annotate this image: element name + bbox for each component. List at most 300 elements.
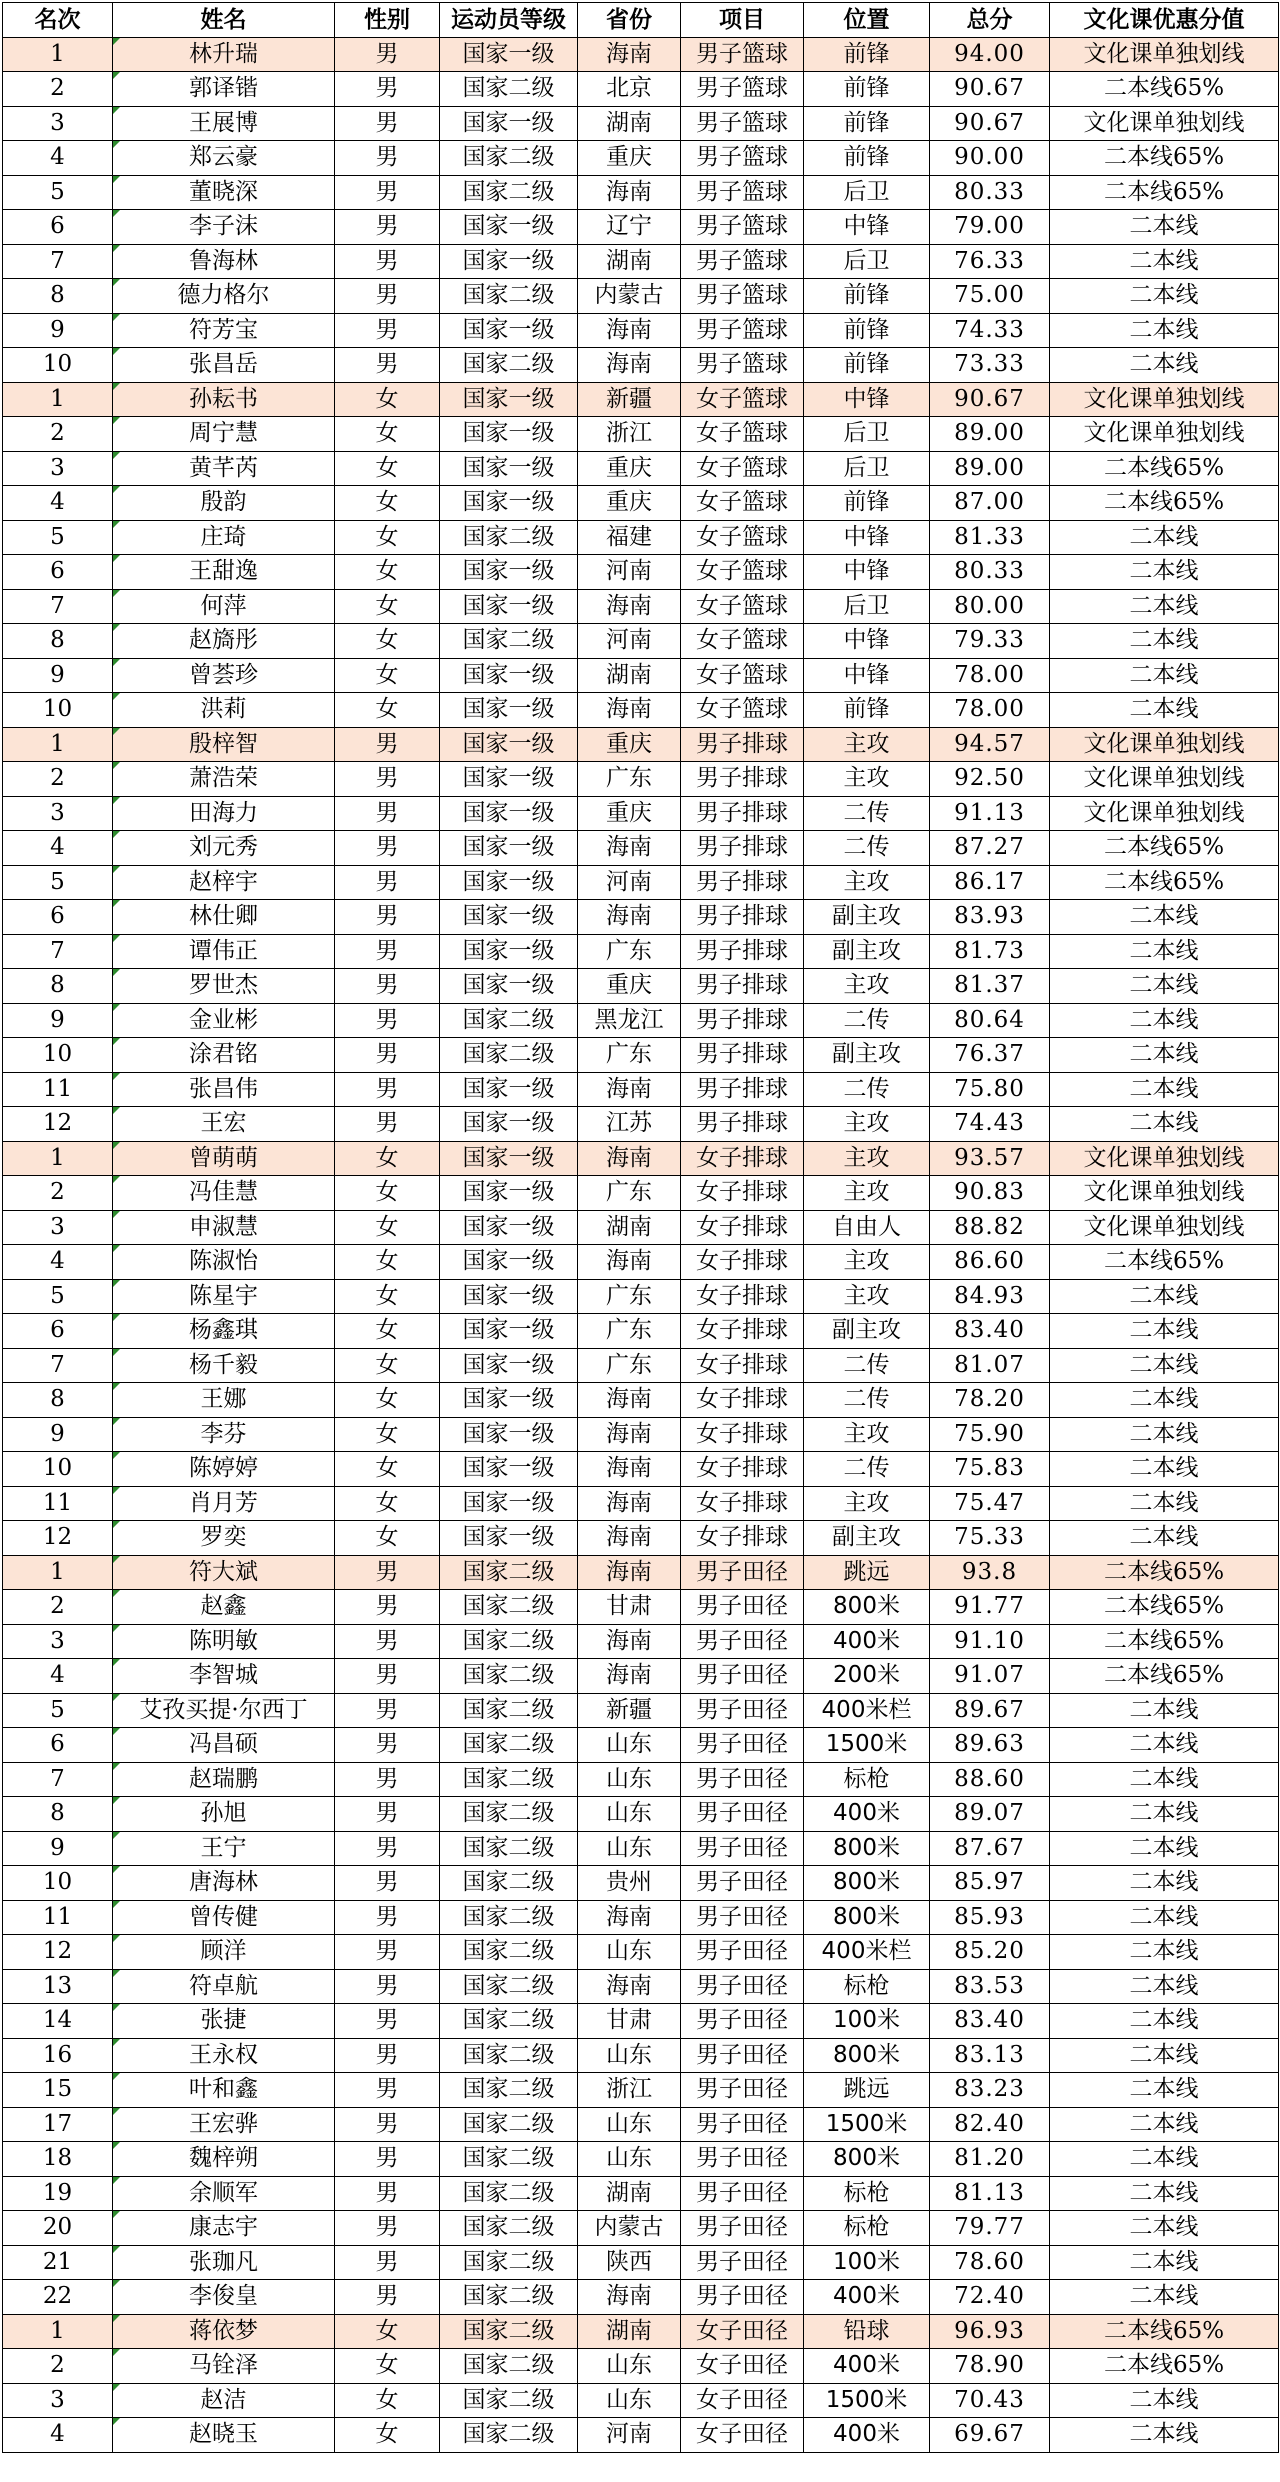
table-row: [3, 1348, 1279, 1383]
event-cell: 女子排球: [681, 1314, 804, 1349]
position-cell: 后卫: [804, 451, 930, 486]
gender-cell: 男: [335, 969, 440, 1004]
level-cell: 国家一级: [440, 1314, 578, 1349]
name-cell: 殷韵: [113, 486, 335, 521]
rank-cell: 5: [3, 175, 113, 210]
event-cell: 女子田径: [681, 2383, 804, 2418]
position-cell: 二传: [804, 1383, 930, 1418]
position-cell: 二传: [804, 1072, 930, 1107]
rank-cell: 6: [3, 900, 113, 935]
gender-cell: 男: [335, 106, 440, 141]
score-cell: 89.00: [930, 451, 1050, 486]
score-cell: 96.93: [930, 2314, 1050, 2349]
province-cell: 陕西: [578, 2245, 681, 2280]
gender-cell: 女: [335, 1521, 440, 1556]
table-row: [3, 1452, 1279, 1487]
gender-cell: 男: [335, 72, 440, 107]
rank-cell: 8: [3, 1383, 113, 1418]
event-cell: 女子排球: [681, 1383, 804, 1418]
gender-cell: 男: [335, 1659, 440, 1694]
event-cell: 男子田径: [681, 1797, 804, 1832]
bonus-cell: 二本线65%: [1050, 831, 1279, 866]
table-row: [3, 900, 1279, 935]
province-cell: 重庆: [578, 141, 681, 176]
table-row: [3, 1141, 1279, 1176]
level-cell: 国家二级: [440, 279, 578, 314]
event-cell: 女子田径: [681, 2349, 804, 2384]
rank-cell: 3: [3, 451, 113, 486]
table-row: [3, 244, 1279, 279]
score-cell: 91.13: [930, 796, 1050, 831]
table-row: [3, 2314, 1279, 2349]
bonus-cell: 二本线: [1050, 658, 1279, 693]
name-cell: 唐海林: [113, 1866, 335, 1901]
score-cell: 89.00: [930, 417, 1050, 452]
rank-cell: 2: [3, 72, 113, 107]
bonus-cell: 二本线65%: [1050, 2314, 1279, 2349]
level-cell: 国家一级: [440, 106, 578, 141]
score-cell: 73.33: [930, 348, 1050, 383]
rank-cell: 1: [3, 37, 113, 72]
name-cell: 杨鑫琪: [113, 1314, 335, 1349]
score-cell: 85.93: [930, 1900, 1050, 1935]
position-cell: 前锋: [804, 279, 930, 314]
table-row: [3, 106, 1279, 141]
level-cell: 国家一级: [440, 762, 578, 797]
score-cell: 78.00: [930, 658, 1050, 693]
position-cell: 标枪: [804, 2176, 930, 2211]
level-cell: 国家一级: [440, 1417, 578, 1452]
province-cell: 海南: [578, 2280, 681, 2315]
level-cell: 国家二级: [440, 1038, 578, 1073]
event-cell: 男子篮球: [681, 279, 804, 314]
position-cell: 800米: [804, 1866, 930, 1901]
gender-cell: 男: [335, 1728, 440, 1763]
name-cell: 何萍: [113, 589, 335, 624]
level-cell: 国家二级: [440, 1728, 578, 1763]
event-cell: 男子篮球: [681, 175, 804, 210]
name-cell: 殷梓智: [113, 727, 335, 762]
level-cell: 国家一级: [440, 313, 578, 348]
level-cell: 国家二级: [440, 175, 578, 210]
table-row: [3, 2280, 1279, 2315]
rank-cell: 4: [3, 2418, 113, 2453]
province-cell: 重庆: [578, 486, 681, 521]
gender-cell: 女: [335, 1141, 440, 1176]
rank-cell: 3: [3, 1624, 113, 1659]
score-cell: 89.07: [930, 1797, 1050, 1832]
table-row: [3, 658, 1279, 693]
gender-cell: 男: [335, 2107, 440, 2142]
bonus-cell: 文化课单独划线: [1050, 796, 1279, 831]
rank-cell: 6: [3, 1728, 113, 1763]
event-cell: 男子排球: [681, 796, 804, 831]
bonus-cell: 二本线: [1050, 1831, 1279, 1866]
level-cell: 国家一级: [440, 900, 578, 935]
position-cell: 400米: [804, 2418, 930, 2453]
position-cell: 跳远: [804, 2073, 930, 2108]
gender-cell: 女: [335, 520, 440, 555]
province-cell: 新疆: [578, 1693, 681, 1728]
gender-cell: 女: [335, 555, 440, 590]
province-cell: 广东: [578, 1038, 681, 1073]
province-cell: 海南: [578, 1072, 681, 1107]
name-cell: 谭伟正: [113, 934, 335, 969]
position-cell: 主攻: [804, 865, 930, 900]
bonus-cell: 二本线65%: [1050, 1590, 1279, 1625]
gender-cell: 女: [335, 1210, 440, 1245]
position-cell: 标枪: [804, 2211, 930, 2246]
score-cell: 75.80: [930, 1072, 1050, 1107]
name-cell: 王展博: [113, 106, 335, 141]
name-cell: 赵鑫: [113, 1590, 335, 1625]
gender-cell: 男: [335, 1590, 440, 1625]
score-cell: 87.27: [930, 831, 1050, 866]
rank-cell: 13: [3, 1969, 113, 2004]
rank-cell: 15: [3, 2073, 113, 2108]
table-row: [3, 1831, 1279, 1866]
name-cell: 涂君铭: [113, 1038, 335, 1073]
table-row: [3, 934, 1279, 969]
bonus-cell: 二本线65%: [1050, 1245, 1279, 1280]
level-cell: 国家一级: [440, 1107, 578, 1142]
score-cell: 80.64: [930, 1003, 1050, 1038]
name-cell: 王永权: [113, 2038, 335, 2073]
level-cell: 国家二级: [440, 1935, 578, 1970]
level-cell: 国家二级: [440, 72, 578, 107]
name-cell: 王宏骅: [113, 2107, 335, 2142]
score-cell: 69.67: [930, 2418, 1050, 2453]
rank-cell: 7: [3, 244, 113, 279]
event-cell: 男子篮球: [681, 37, 804, 72]
rank-cell: 4: [3, 1245, 113, 1280]
rank-cell: 11: [3, 1072, 113, 1107]
score-cell: 90.67: [930, 106, 1050, 141]
event-cell: 男子田径: [681, 1555, 804, 1590]
rank-cell: 19: [3, 2176, 113, 2211]
score-cell: 89.67: [930, 1693, 1050, 1728]
province-cell: 广东: [578, 1279, 681, 1314]
gender-cell: 女: [335, 2383, 440, 2418]
position-cell: 后卫: [804, 244, 930, 279]
position-cell: 主攻: [804, 762, 930, 797]
position-cell: 800米: [804, 1590, 930, 1625]
event-cell: 男子排球: [681, 831, 804, 866]
score-cell: 94.57: [930, 727, 1050, 762]
bonus-cell: 二本线: [1050, 900, 1279, 935]
name-cell: 申淑慧: [113, 1210, 335, 1245]
level-cell: 国家二级: [440, 2004, 578, 2039]
table-row: [3, 451, 1279, 486]
level-cell: 国家二级: [440, 141, 578, 176]
bonus-cell: 二本线: [1050, 1038, 1279, 1073]
event-cell: 男子篮球: [681, 244, 804, 279]
event-cell: 男子田径: [681, 1624, 804, 1659]
gender-cell: 男: [335, 1107, 440, 1142]
position-cell: 跳远: [804, 1555, 930, 1590]
level-cell: 国家一级: [440, 244, 578, 279]
gender-cell: 男: [335, 1935, 440, 1970]
bonus-cell: 二本线: [1050, 1348, 1279, 1383]
event-cell: 男子田径: [681, 1935, 804, 1970]
rank-cell: 12: [3, 1107, 113, 1142]
bonus-cell: 二本线: [1050, 348, 1279, 383]
score-cell: 93.57: [930, 1141, 1050, 1176]
event-cell: 男子排球: [681, 727, 804, 762]
province-cell: 重庆: [578, 969, 681, 1004]
province-cell: 山东: [578, 2349, 681, 2384]
score-cell: 83.23: [930, 2073, 1050, 2108]
position-cell: 400米栏: [804, 1935, 930, 1970]
score-cell: 70.43: [930, 2383, 1050, 2418]
bonus-cell: 二本线: [1050, 969, 1279, 1004]
score-cell: 80.00: [930, 589, 1050, 624]
gender-cell: 女: [335, 1176, 440, 1211]
score-cell: 89.63: [930, 1728, 1050, 1763]
gender-cell: 男: [335, 1831, 440, 1866]
name-cell: 杨千毅: [113, 1348, 335, 1383]
event-cell: 男子田径: [681, 2176, 804, 2211]
score-cell: 78.90: [930, 2349, 1050, 2384]
table-row: [3, 1555, 1279, 1590]
level-cell: 国家一级: [440, 796, 578, 831]
level-cell: 国家一级: [440, 969, 578, 1004]
event-cell: 男子田径: [681, 1728, 804, 1763]
name-cell: 陈明敏: [113, 1624, 335, 1659]
gender-cell: 男: [335, 1624, 440, 1659]
rank-cell: 3: [3, 796, 113, 831]
gender-cell: 男: [335, 37, 440, 72]
position-cell: 副主攻: [804, 1521, 930, 1556]
position-cell: 后卫: [804, 417, 930, 452]
gender-cell: 男: [335, 934, 440, 969]
level-cell: 国家一级: [440, 417, 578, 452]
table-row: [3, 1072, 1279, 1107]
rank-cell: 2: [3, 762, 113, 797]
event-cell: 女子篮球: [681, 417, 804, 452]
score-cell: 74.33: [930, 313, 1050, 348]
event-cell: 女子排球: [681, 1279, 804, 1314]
gender-cell: 男: [335, 727, 440, 762]
bonus-cell: 二本线65%: [1050, 2349, 1279, 2384]
rank-cell: 4: [3, 831, 113, 866]
score-cell: 81.07: [930, 1348, 1050, 1383]
name-cell: 赵晓玉: [113, 2418, 335, 2453]
gender-cell: 男: [335, 1762, 440, 1797]
province-cell: 甘肃: [578, 2004, 681, 2039]
table-row: [3, 796, 1279, 831]
name-cell: 蒋依梦: [113, 2314, 335, 2349]
gender-cell: 男: [335, 1866, 440, 1901]
gender-cell: 男: [335, 831, 440, 866]
gender-cell: 女: [335, 417, 440, 452]
score-cell: 83.93: [930, 900, 1050, 935]
table-row: [3, 1969, 1279, 2004]
name-cell: 田海力: [113, 796, 335, 831]
position-cell: 后卫: [804, 589, 930, 624]
table-row: [3, 2418, 1279, 2453]
table-row: [3, 1659, 1279, 1694]
table-row: [3, 1314, 1279, 1349]
score-cell: 72.40: [930, 2280, 1050, 2315]
position-cell: 主攻: [804, 969, 930, 1004]
table-row: [3, 210, 1279, 245]
level-cell: 国家二级: [440, 1555, 578, 1590]
table-row: [3, 2349, 1279, 2384]
table-row: [3, 1866, 1279, 1901]
score-cell: 75.90: [930, 1417, 1050, 1452]
gender-cell: 男: [335, 348, 440, 383]
position-cell: 主攻: [804, 1107, 930, 1142]
name-cell: 赵梓宇: [113, 865, 335, 900]
bonus-cell: 二本线65%: [1050, 1555, 1279, 1590]
event-cell: 男子篮球: [681, 348, 804, 383]
table-row: [3, 2073, 1279, 2108]
bonus-cell: 二本线: [1050, 520, 1279, 555]
table-row: [3, 382, 1279, 417]
province-cell: 北京: [578, 72, 681, 107]
rank-cell: 4: [3, 1659, 113, 1694]
score-cell: 79.33: [930, 624, 1050, 659]
gender-cell: 女: [335, 1245, 440, 1280]
bonus-cell: 二本线: [1050, 1452, 1279, 1487]
bonus-cell: 二本线65%: [1050, 451, 1279, 486]
position-cell: 400米: [804, 2280, 930, 2315]
bonus-cell: 二本线65%: [1050, 486, 1279, 521]
gender-cell: 女: [335, 1486, 440, 1521]
rank-cell: 7: [3, 589, 113, 624]
position-cell: 中锋: [804, 520, 930, 555]
name-cell: 萧浩荣: [113, 762, 335, 797]
event-cell: 女子排球: [681, 1521, 804, 1556]
gender-cell: 男: [335, 210, 440, 245]
province-cell: 海南: [578, 1969, 681, 2004]
level-cell: 国家一级: [440, 1072, 578, 1107]
gender-cell: 男: [335, 1038, 440, 1073]
level-cell: 国家一级: [440, 1245, 578, 1280]
gender-cell: 女: [335, 2349, 440, 2384]
province-cell: 河南: [578, 555, 681, 590]
province-cell: 广东: [578, 1348, 681, 1383]
name-cell: 张昌伟: [113, 1072, 335, 1107]
bonus-cell: 二本线65%: [1050, 141, 1279, 176]
name-cell: 张捷: [113, 2004, 335, 2039]
table-row: [3, 2004, 1279, 2039]
score-cell: 75.83: [930, 1452, 1050, 1487]
gender-cell: 女: [335, 624, 440, 659]
position-cell: 800米: [804, 2038, 930, 2073]
province-cell: 山东: [578, 2142, 681, 2177]
rank-cell: 1: [3, 727, 113, 762]
position-cell: 前锋: [804, 348, 930, 383]
bonus-cell: 二本线: [1050, 1935, 1279, 1970]
header-event: 项目: [681, 3, 804, 38]
rank-cell: 12: [3, 1521, 113, 1556]
score-cell: 83.53: [930, 1969, 1050, 2004]
rank-cell: 1: [3, 382, 113, 417]
position-cell: 铅球: [804, 2314, 930, 2349]
gender-cell: 女: [335, 1279, 440, 1314]
gender-cell: 男: [335, 865, 440, 900]
gender-cell: 男: [335, 2176, 440, 2211]
position-cell: 中锋: [804, 382, 930, 417]
table-row: [3, 693, 1279, 728]
province-cell: 内蒙古: [578, 279, 681, 314]
bonus-cell: 二本线: [1050, 2038, 1279, 2073]
position-cell: 主攻: [804, 1245, 930, 1280]
level-cell: 国家二级: [440, 1003, 578, 1038]
name-cell: 王甜逸: [113, 555, 335, 590]
table-row: [3, 969, 1279, 1004]
bonus-cell: 文化课单独划线: [1050, 762, 1279, 797]
gender-cell: 男: [335, 2073, 440, 2108]
name-cell: 赵瑞鹏: [113, 1762, 335, 1797]
name-cell: 余顺军: [113, 2176, 335, 2211]
table-row: [3, 1176, 1279, 1211]
position-cell: 自由人: [804, 1210, 930, 1245]
rank-cell: 8: [3, 1797, 113, 1832]
position-cell: 主攻: [804, 1141, 930, 1176]
province-cell: 重庆: [578, 727, 681, 762]
province-cell: 海南: [578, 1141, 681, 1176]
header-rank: 名次: [3, 3, 113, 38]
position-cell: 副主攻: [804, 1314, 930, 1349]
score-cell: 91.07: [930, 1659, 1050, 1694]
rank-cell: 3: [3, 2383, 113, 2418]
province-cell: 海南: [578, 1521, 681, 1556]
name-cell: 李智城: [113, 1659, 335, 1694]
event-cell: 女子排球: [681, 1245, 804, 1280]
position-cell: 100米: [804, 2004, 930, 2039]
level-cell: 国家二级: [440, 1624, 578, 1659]
level-cell: 国家二级: [440, 2245, 578, 2280]
province-cell: 广东: [578, 762, 681, 797]
province-cell: 贵州: [578, 1866, 681, 1901]
event-cell: 男子排球: [681, 865, 804, 900]
table-row: [3, 1624, 1279, 1659]
score-cell: 78.20: [930, 1383, 1050, 1418]
score-cell: 86.60: [930, 1245, 1050, 1280]
name-cell: 王娜: [113, 1383, 335, 1418]
name-cell: 符卓航: [113, 1969, 335, 2004]
bonus-cell: 文化课单独划线: [1050, 37, 1279, 72]
header-level: 运动员等级: [440, 3, 578, 38]
score-cell: 76.37: [930, 1038, 1050, 1073]
province-cell: 浙江: [578, 2073, 681, 2108]
table-row: [3, 348, 1279, 383]
table-row: [3, 486, 1279, 521]
rank-cell: 10: [3, 1452, 113, 1487]
gender-cell: 女: [335, 658, 440, 693]
score-cell: 75.33: [930, 1521, 1050, 1556]
level-cell: 国家二级: [440, 2418, 578, 2453]
rank-cell: 7: [3, 934, 113, 969]
score-cell: 85.97: [930, 1866, 1050, 1901]
level-cell: 国家一级: [440, 658, 578, 693]
level-cell: 国家一级: [440, 693, 578, 728]
position-cell: 200米: [804, 1659, 930, 1694]
position-cell: 主攻: [804, 1486, 930, 1521]
event-cell: 男子田径: [681, 1866, 804, 1901]
score-cell: 83.13: [930, 2038, 1050, 2073]
bonus-cell: 二本线: [1050, 1969, 1279, 2004]
level-cell: 国家一级: [440, 589, 578, 624]
level-cell: 国家一级: [440, 451, 578, 486]
gender-cell: 男: [335, 900, 440, 935]
bonus-cell: 二本线: [1050, 1900, 1279, 1935]
header-province: 省份: [578, 3, 681, 38]
bonus-cell: 二本线: [1050, 1072, 1279, 1107]
